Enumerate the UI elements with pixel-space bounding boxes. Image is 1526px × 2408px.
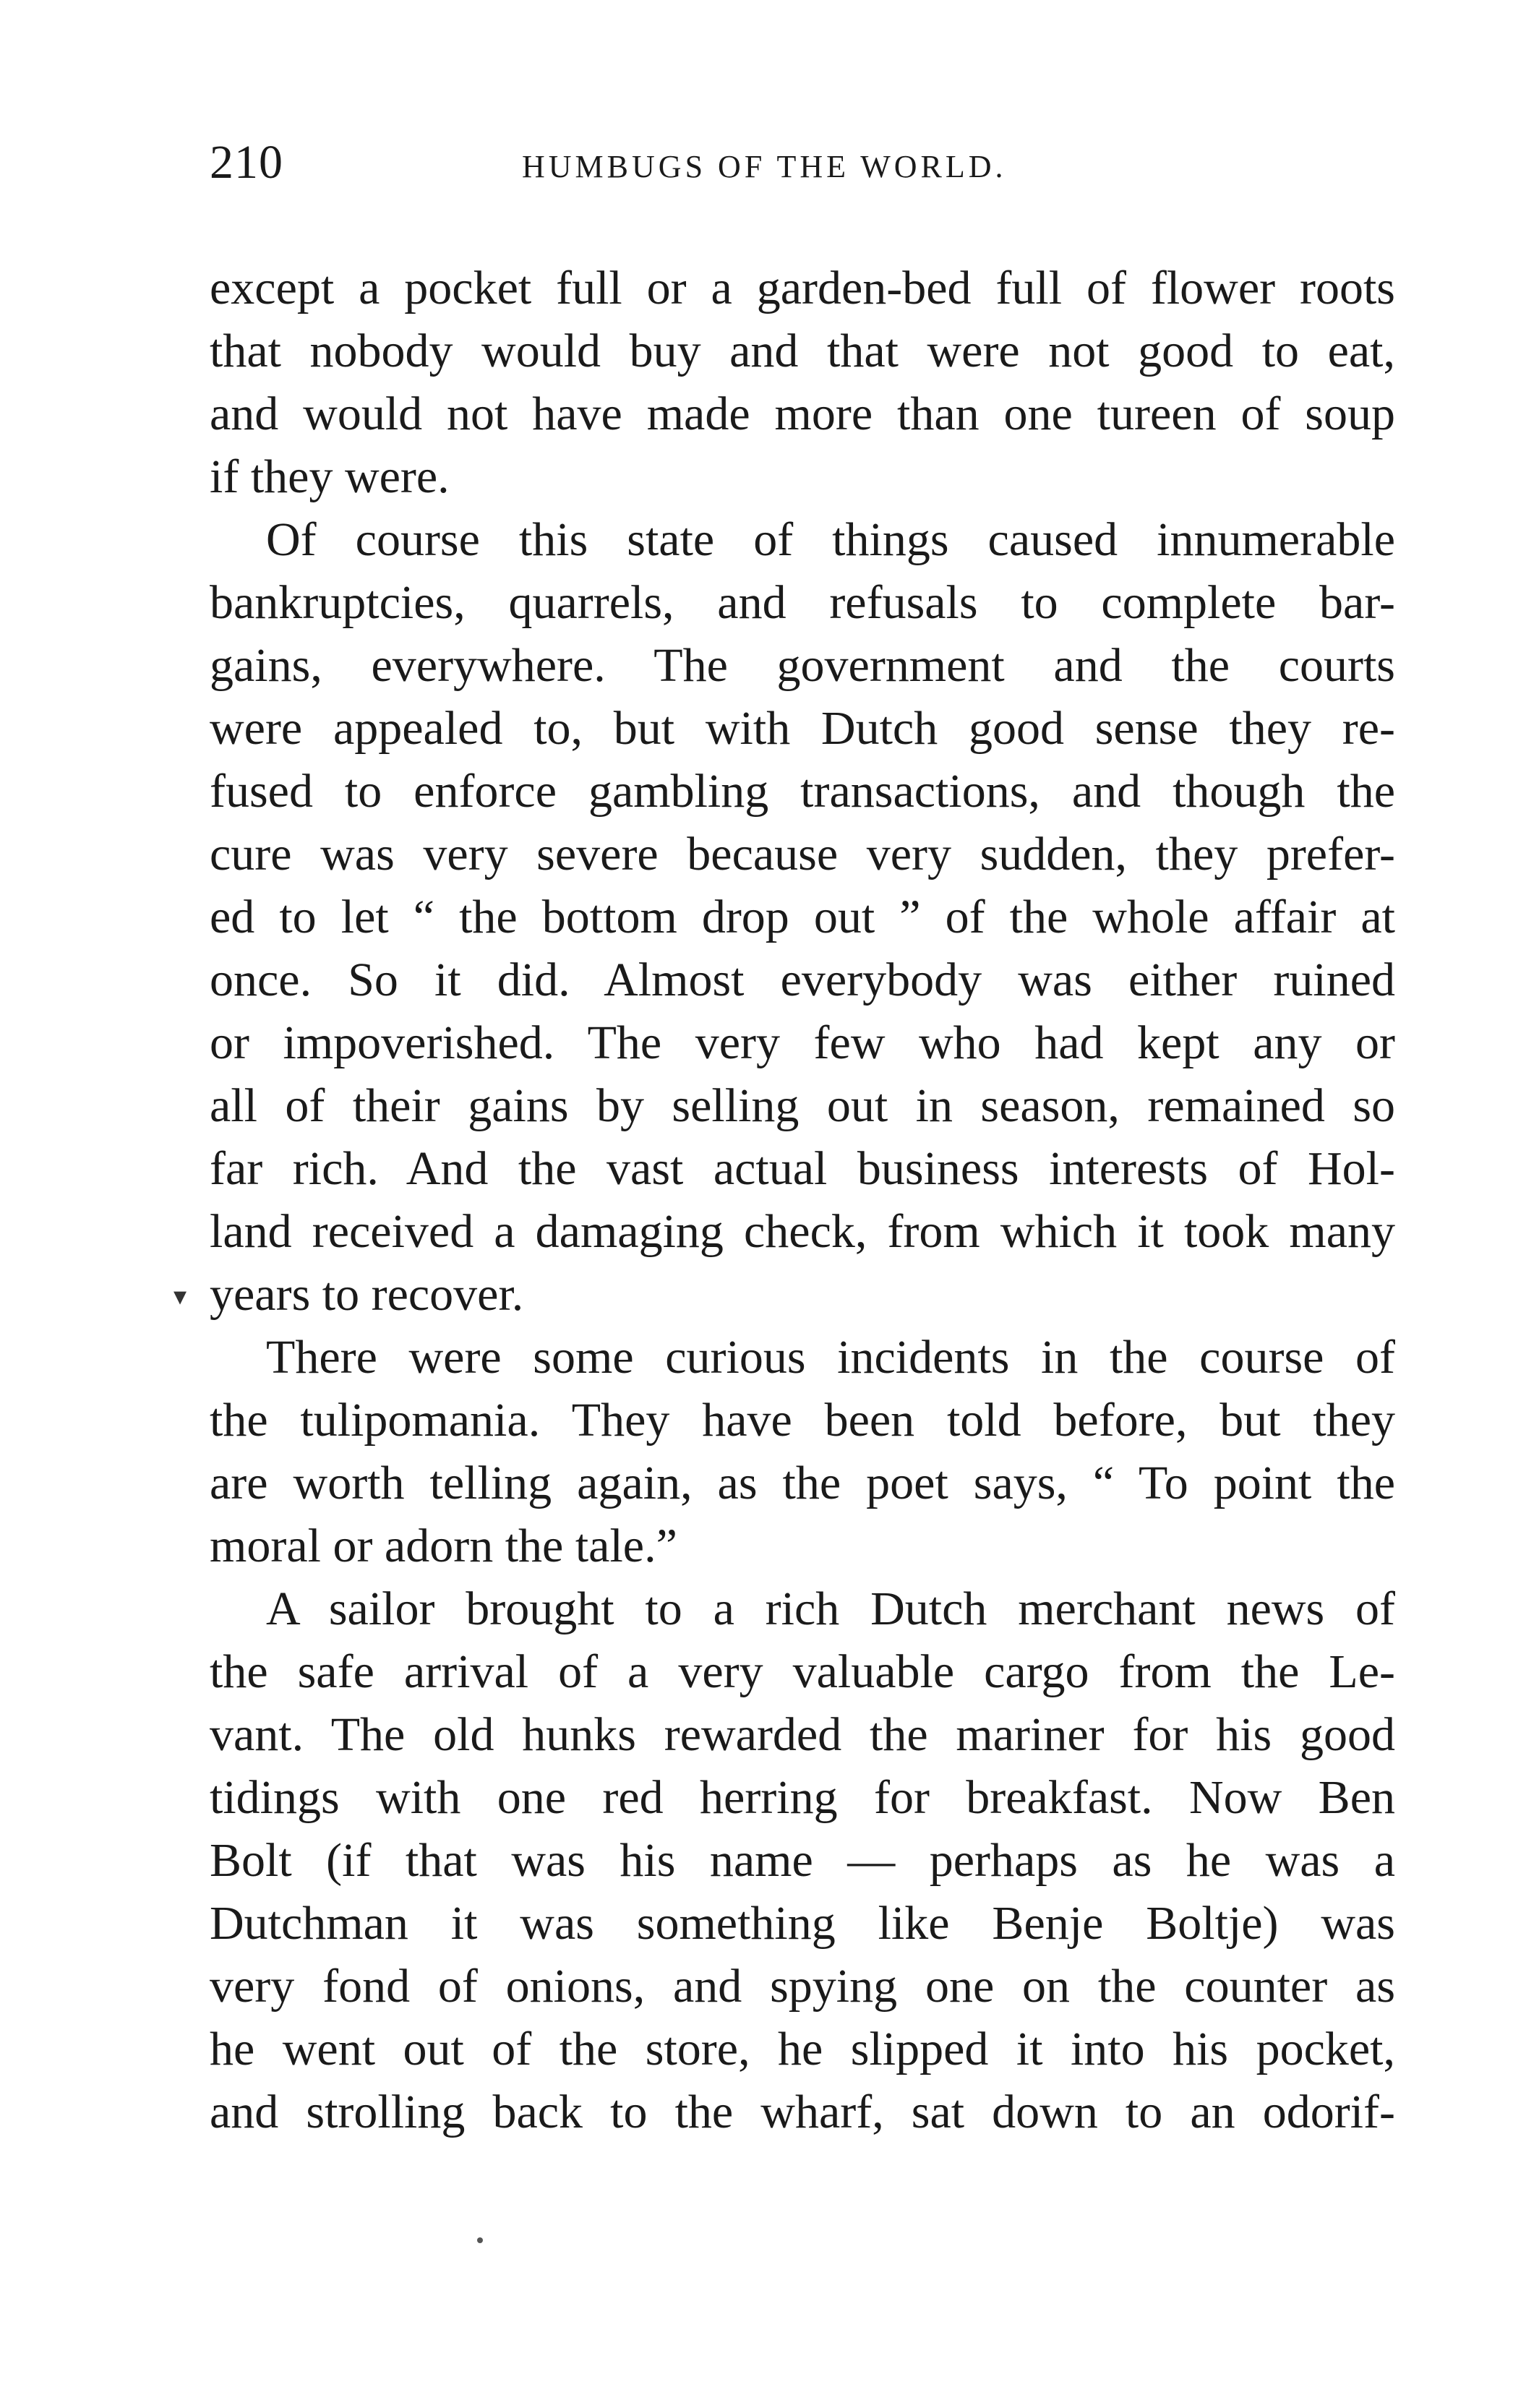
text-line: bankruptcies, quarrels, and refusals to complete bar- (210, 576, 1395, 629)
text-line: very fond of onions, and spying one on the counter as (210, 1960, 1395, 2013)
text-line: were appealed to, but with Dutch good sense they re- (210, 702, 1395, 755)
text-line: and would not have made more than one tureen of soup (210, 387, 1395, 440)
text-line: vant. The old hunks rewarded the mariner for his good (210, 1708, 1395, 1761)
margin-mark: ▾ (173, 1282, 187, 1311)
text-line: tidings with one red herring for breakfast. Now Ben (210, 1771, 1395, 1824)
text-line: gains, everywhere. The government and the courts (210, 639, 1395, 692)
page-header (210, 134, 1395, 192)
stray-ink-dot (477, 2237, 483, 2243)
text-line: moral or adorn the tale.” (210, 1520, 677, 1572)
body-text (210, 257, 1395, 2143)
text-line: A sailor brought to a rich Dutch merchant news of (266, 1582, 1395, 1635)
text-line: ed to let “ the bottom drop out ” of the whole affair at (210, 891, 1395, 943)
text-line: except a pocket full or a garden-bed full of flower roots (210, 262, 1395, 314)
text-line: are worth telling again, as the poet says, “ To point the (210, 1457, 1395, 1509)
text-line: fused to enforce gambling transactions, and though the (210, 765, 1395, 818)
text-line: There were some curious incidents in the course of (266, 1331, 1395, 1384)
text-line: land received a damaging check, from which it took many (210, 1205, 1395, 1258)
text-line: and strolling back to the wharf, sat down to an odorif- (210, 2086, 1395, 2138)
text-line: or impoverished. The very few who had kept any or (210, 1016, 1395, 1069)
text-line: once. So it did. Almost everybody was either ruined (210, 954, 1395, 1006)
text-line: all of their gains by selling out in season, remained so (210, 1079, 1395, 1132)
running-head: HUMBUGS OF THE WORLD. (522, 149, 1007, 184)
text-line: Bolt (if that was his name — perhaps as he was a (210, 1834, 1395, 1887)
text-line: if they were. (210, 450, 450, 503)
text-line: far rich. And the vast actual business interests of Hol- (210, 1142, 1395, 1195)
text-line: Of course this state of things caused innumerable (266, 513, 1395, 566)
text-line: cure was very severe because very sudden, they prefer- (210, 828, 1395, 880)
text-line: the safe arrival of a very valuable cargo from the Le- (210, 1645, 1395, 1698)
text-line: that nobody would buy and that were not good to eat, (210, 325, 1395, 377)
text-line: years to recover. (210, 1268, 524, 1321)
page-number: 210 (210, 136, 283, 189)
text-line: Dutchman it was something like Benje Boltje) was (210, 1897, 1395, 1950)
text-line: the tulipomania. They have been told before, but they (210, 1394, 1395, 1447)
text-line: he went out of the store, he slipped it into his pocket, (210, 2023, 1395, 2075)
